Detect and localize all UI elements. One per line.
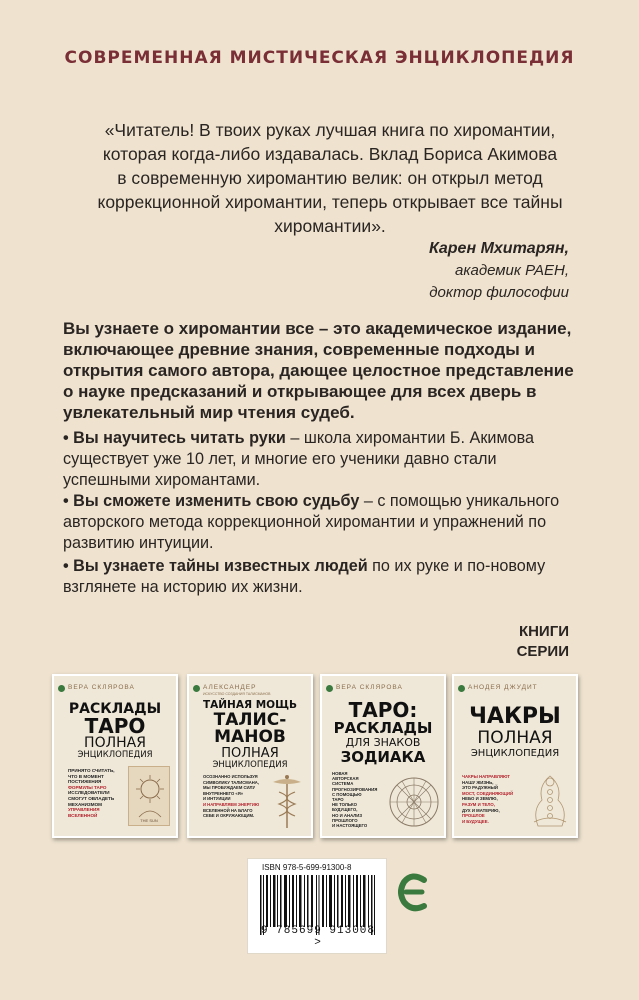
isbn-barcode: [247, 858, 387, 954]
quote-line: которая когда-либо издавалась. Вклад Бориса Акимова: [102, 144, 558, 164]
book-title: РАСКЛАДЫ: [68, 701, 162, 717]
quote-block: [60, 118, 600, 238]
caduceus-icon: [269, 772, 305, 830]
blurb-line: БУДУЩЕГО,: [332, 807, 358, 813]
zodiac-wheel-icon: [388, 776, 440, 828]
blurb-line: УПРАВЛЕНИЯ: [68, 807, 100, 813]
blurb-line: НОВАЯ: [332, 771, 348, 776]
blurb-line: ТАРО: [332, 797, 344, 803]
book-blurb: [68, 768, 124, 818]
quote-line: хиромантии».: [274, 216, 386, 236]
quote-author-degree: доктор философии: [429, 284, 569, 301]
book-cover-talismans: [187, 674, 313, 838]
blurb-line: ФОРМУЛЫ ТАРО: [68, 784, 107, 790]
book-subtitle: ЭНЦИКЛОПЕДИЯ: [212, 760, 288, 770]
blurb-line: И НАПРАВЛЯЕМ ЭНЕРГИЮ: [203, 801, 260, 807]
blurb-line: ВСЕЛЕННОЙ НА БЛАГО: [203, 807, 253, 813]
book-blurb: [203, 774, 267, 819]
bullet-text: по их руке и по-новому взглянете на историю их жизни.: [63, 557, 546, 596]
blurb-line: НЕБО И ЗЕМЛЮ,: [462, 796, 498, 802]
book-subtitle: ЭНЦИКЛОПЕДИЯ: [77, 750, 153, 760]
book-subtitle: ДЛЯ ЗНАКОВ: [345, 736, 421, 749]
intro-paragraph: [63, 318, 583, 423]
book-subtitle: ЭНЦИКЛОПЕДИЯ: [470, 748, 560, 759]
blurb-line: СИСТЕМА: [332, 781, 354, 787]
book-title: ТАРО: [84, 714, 146, 738]
publisher-mini-logo-icon: [58, 685, 65, 692]
blurb-line: МОСТ, СОЕДИНЯЮЩИЙ: [462, 790, 514, 796]
chakra-figure-icon: [528, 770, 572, 832]
blurb-line: ПРИНЯТО СЧИТАТЬ,: [68, 768, 115, 773]
sun-tarot-card-icon: [128, 766, 170, 826]
book-author-subtitle: ИСКУССТВО СОЗДАНИЯ ТАЛИСМАНОВ: [203, 692, 271, 696]
quote-line: «Читатель! В твоих руках лучшая книга по хиромантии,: [104, 120, 556, 140]
book-title: ЧАКРЫ: [469, 704, 561, 729]
blurb-line: СЕБЕ И ОКРУЖАЮЩИМ.: [203, 813, 255, 819]
blurb-line: ОСОЗНАННО ИСПОЛЬЗУЯ: [203, 774, 258, 779]
isbn-text: ISBN 978-5-699-91300-8: [262, 863, 352, 872]
series-books-label-line: КНИГИ: [518, 623, 569, 640]
book-author: ВЕРА СКЛЯРОВА: [336, 684, 403, 691]
publisher-mini-logo-icon: [458, 685, 465, 692]
blurb-line: СИМВОЛИКУ ТАЛИСМАНА,: [203, 779, 259, 785]
book-subtitle: ПОЛНАЯ: [477, 728, 553, 748]
book-title: ТАЙНАЯ МОЩЬ: [202, 699, 298, 711]
intro-line: открытия самого автора, дающее целостное представление: [63, 361, 574, 380]
book-title: ЗОДИАКА: [340, 748, 426, 766]
intro-line: о науке предсказаний и открывающее для всех дверь в: [63, 382, 537, 401]
bullet-famous-people: [63, 556, 583, 598]
bullet-read-hands: [63, 428, 583, 491]
book-author: АНОДЕЯ ДЖУДИТ: [468, 684, 538, 691]
blurb-line: ВНУТРЕННЕГО «Я»: [203, 790, 244, 796]
blurb-line: ДУХ И МАТЕРИЮ,: [462, 807, 500, 813]
book-title: ТАЛИС-: [213, 710, 287, 730]
quote-author: Карен Мхитарян,: [429, 240, 569, 257]
book-subtitle: ПОЛНАЯ: [84, 735, 146, 751]
blurb-line: ПОСТИЖЕНИЯ: [68, 779, 102, 785]
book-cover-tarot-spreads: [52, 674, 178, 838]
blurb-line: МЫ ПРОБУЖДАЕМ СИЛУ: [203, 785, 256, 791]
blurb-line: ЧТО В МОМЕНТ: [68, 773, 104, 779]
blurb-line: РАЗУМ И ТЕЛО,: [462, 801, 495, 807]
blurb-line: ЭТО РАДУЖНЫЙ: [462, 785, 498, 791]
blurb-line: ВСЕЛЕННОЙ: [68, 812, 98, 818]
book-author: ВЕРА СКЛЯРОВА: [68, 684, 135, 691]
blurb-line: И НАСТОЯЩЕГО: [332, 823, 368, 829]
quote-author-title: академик РАЕН,: [455, 262, 569, 279]
intro-line: Вы узнаете о хиромантии все – это академическое издание,: [63, 319, 572, 338]
bullet-text: – школа хиромантии Б. Акимова существует уже 10 лет, и многие его ученики давно стали успешными хиромантами.: [63, 429, 535, 489]
blurb-line: С ПОМОЩЬЮ: [332, 791, 362, 797]
card-label: THE SUN: [140, 818, 158, 823]
series-books-label-line: СЕРИИ: [516, 643, 569, 660]
blurb-line: И БУДУЩЕЕ.: [462, 818, 489, 824]
bullet-text: – с помощью уникального авторского метода коррекционной хиромантии и упражнений по развитию интуиции.: [63, 492, 560, 552]
quote-attribution: [429, 238, 569, 304]
quote-line: коррекционной хиромантии, теперь открывает все тайны: [97, 192, 563, 212]
series-books-label: [517, 622, 569, 662]
blurb-line: ЧАКРЫ НАПРАВЛЯЮТ: [462, 774, 510, 779]
blurb-line: НАШУ ЖИЗНЬ,: [462, 779, 494, 785]
bullet-change-fate: [63, 491, 583, 554]
book-blurb: [462, 774, 528, 824]
blurb-line: СМОГУТ ОВЛАДЕТЬ: [68, 795, 115, 801]
publisher-mini-logo-icon: [193, 685, 200, 692]
quote-line: в современную хиромантию велик: он открыл метод: [117, 168, 543, 188]
isbn-digits: 9 785699 913008 >: [260, 925, 376, 949]
blurb-line: ПРОШЛОГО: [332, 817, 358, 823]
blurb-line: АВТОРСКАЯ: [332, 776, 359, 782]
blurb-line: ПРОШЛОЕ: [462, 813, 485, 819]
book-title: ТАРО:: [348, 698, 418, 722]
series-title: СОВРЕМЕННАЯ МИСТИЧЕСКАЯ ЭНЦИКЛОПЕДИЯ: [64, 48, 575, 68]
publisher-mini-logo-icon: [326, 685, 333, 692]
book-cover-tarot-zodiac: [320, 674, 446, 838]
bullet-highlight: • Вы научитесь читать руки: [63, 429, 286, 447]
blurb-line: ИССЛЕДОВАТЕЛИ: [68, 790, 110, 796]
blurb-line: И ИНТУИЦИИ: [203, 796, 231, 802]
bullet-highlight: • Вы сможете изменить свою судьбу: [63, 492, 360, 510]
blurb-line: ПРОГНОЗИРОВАНИЯ: [332, 786, 378, 792]
intro-line: увлекательный мир чтения судеб.: [63, 403, 355, 422]
bullet-highlight: • Вы узнаете тайны известных людей: [63, 557, 368, 575]
book-title: МАНОВ: [214, 727, 286, 747]
book-blurb: [332, 771, 388, 828]
blurb-line: НО И АНАЛИЗ: [332, 812, 363, 818]
intro-line: включающее древние знания, современные подходы и: [63, 340, 535, 359]
blurb-line: НЕ ТОЛЬКО: [332, 802, 357, 808]
eksmo-logo-icon: [398, 870, 432, 923]
book-cover-chakras: [452, 674, 578, 838]
book-title: РАСКЛАДЫ: [333, 719, 433, 737]
blurb-line: МЕХАНИЗМОМ: [68, 801, 102, 807]
book-author: АЛЕКСАНДЕР: [203, 684, 257, 691]
book-subtitle: ПОЛНАЯ: [221, 746, 279, 761]
